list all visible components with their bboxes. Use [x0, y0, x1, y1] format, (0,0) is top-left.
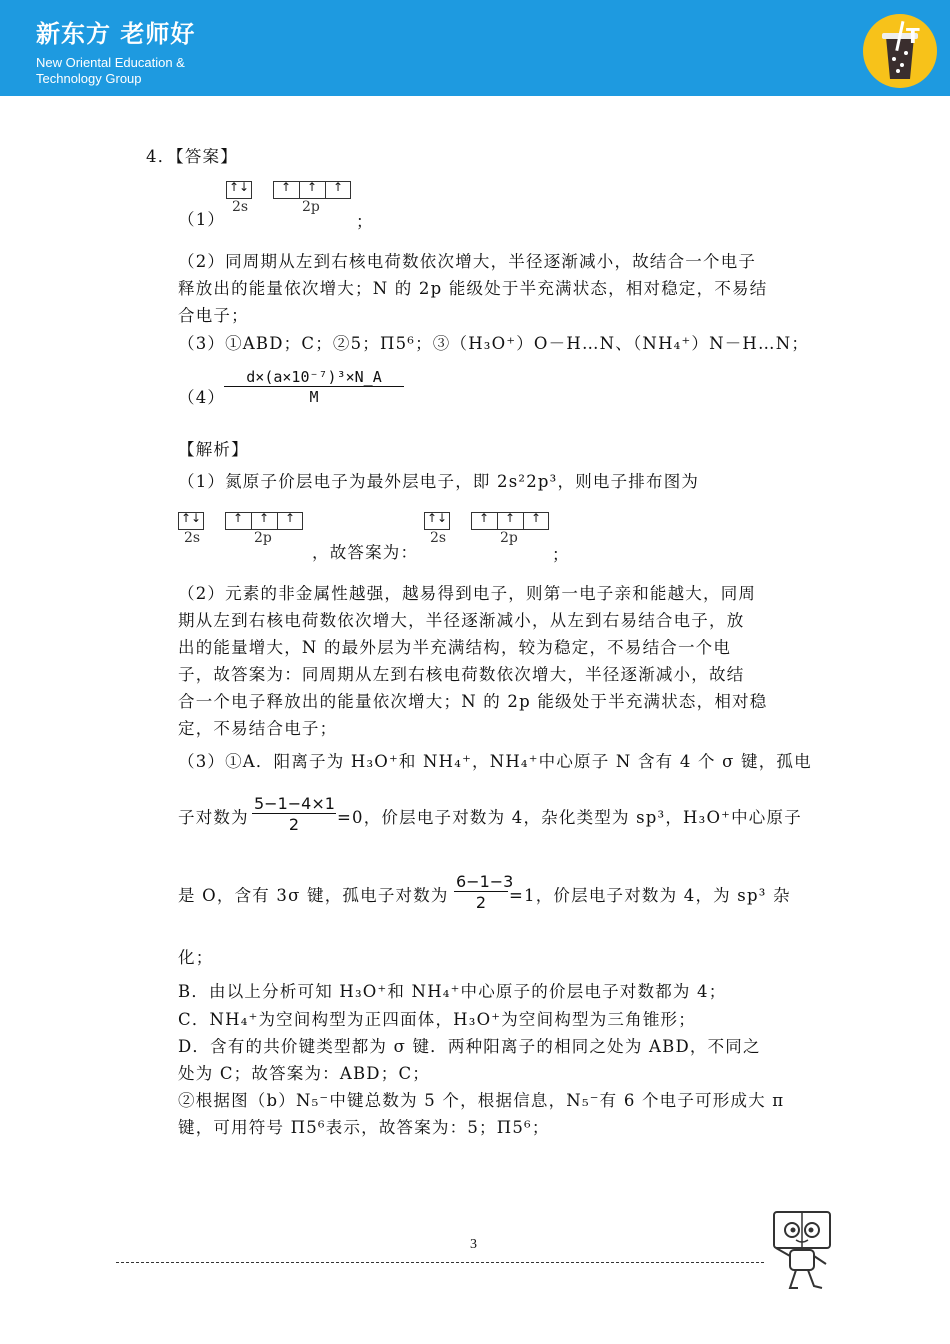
explanation-3-option-c: C．NH₄⁺为空间构型为正四面体，H₃O⁺为空间构型为三角锥形；	[178, 1010, 696, 1029]
explanation-2-line: 期从左到右核电荷数依次增大，半径逐渐减小，从左到右易结合电子，放	[178, 611, 745, 630]
orbital-label-2p: 2p	[302, 199, 320, 215]
lone-pair-fraction	[454, 872, 514, 912]
explanation-3-option-d: 处为 C；故答案为：ABD；C；	[178, 1064, 430, 1083]
answer-3-line: （3）①ABD；C；②5；Π5⁶；③（H₃O⁺）O－H…N、（NH₄⁺）N－H…N；	[178, 334, 810, 353]
explanation-2-line: 出的能量增大，N 的最外层为半充满结构，较为稳定，不易结合一个电	[178, 638, 732, 657]
svg-text:T: T	[906, 24, 920, 48]
brand-subtitle-line1: New Oriental Education &	[36, 55, 185, 70]
orbital-label-2p: 2p	[500, 530, 518, 546]
fraction-numerator: 5−1−4×1	[254, 794, 335, 813]
book-mascot-icon	[768, 1208, 836, 1294]
arrow-up-down-icon: ↑↓	[427, 511, 448, 525]
explanation-3-line: 子对数为	[178, 808, 249, 827]
arrow-up-icon: ↑	[505, 511, 516, 525]
question-number: 4．【答案】	[146, 147, 238, 166]
arrow-up-down-icon: ↑↓	[229, 180, 250, 194]
explanation-3-part2: 键，可用符号 Π5⁶表示，故答案为：5；Π5⁶；	[178, 1118, 550, 1137]
explanation-1-answer-label: ，故答案为：	[312, 543, 419, 562]
arrow-up-icon: ↑	[281, 180, 292, 194]
answer-1-label: （1）	[178, 210, 226, 229]
brand	[36, 14, 195, 87]
arrow-up-icon: ↑	[333, 180, 344, 194]
arrow-up-icon: ↑	[285, 511, 296, 525]
explanation-1-end: ；	[552, 545, 570, 564]
answer-4-fraction	[224, 368, 404, 406]
explanation-2-line: 合一个电子释放出的能量依次增大；N 的 2p 能级处于半充满状态，相对稳	[178, 692, 768, 711]
fraction-numerator: 6−1−3	[456, 872, 514, 891]
explanation-3-option-d: D．含有的共价键类型都为 σ 键．两种阳离子的相同之处为 ABD，不同之	[178, 1037, 761, 1056]
arrow-up-icon: ↑	[233, 511, 244, 525]
arrow-up-icon: ↑	[531, 511, 542, 525]
fraction-denominator: 2	[475, 893, 487, 912]
orbital-label-2p: 2p	[254, 530, 272, 546]
explanation-3-line: （3）①A．阳离子为 H₃O⁺和 NH₄⁺，NH₄⁺中心原子 N 含有 4 个 σ 键，孤电	[178, 752, 812, 771]
explanation-3-option-b: B．由以上分析可知 H₃O⁺和 NH₄⁺中心原子的价层电子对数都为 4；	[178, 982, 727, 1001]
fraction-denominator: 2	[288, 815, 300, 834]
tea-cup-logo-icon	[862, 13, 938, 89]
arrow-up-down-icon: ↑↓	[181, 511, 202, 525]
orbital-label-2s: 2s	[232, 199, 249, 215]
explanation-2-line: （2）元素的非金属性越强，越易得到电子，则第一电子亲和能越大，同周	[178, 584, 757, 603]
answer-2-line: 合电子；	[178, 306, 249, 325]
explanation-2-line: 定，不易结合电子；	[178, 719, 338, 738]
explanation-3-part2: ②根据图（b）N₅⁻中键总数为 5 个，根据信息，N₅⁻有 6 个电子可形成大 π	[178, 1091, 785, 1110]
page-header	[0, 0, 950, 96]
fraction-numerator: d×(a×10⁻⁷)³×N_A	[224, 368, 404, 387]
answer-2-line: 释放出的能量依次增大；N 的 2p 能级处于半充满状态，相对稳定，不易结	[178, 279, 768, 298]
brand-title: 新东方 老师好	[36, 20, 196, 48]
lone-pair-fraction	[252, 794, 336, 834]
explanation-3-line: 是 O，含有 3σ 键，孤电子对数为	[178, 886, 449, 905]
explanation-3-line: =0，价层电子对数为 4，杂化类型为 sp³，H₃O⁺中心原子	[337, 808, 802, 827]
brand-subtitle-line2: Technology Group	[36, 71, 142, 86]
orbital-label-2s: 2s	[430, 530, 447, 546]
arrow-up-icon: ↑	[259, 511, 270, 525]
answer-2-line: （2）同周期从左到右核电荷数依次增大，半径逐渐减小，故结合一个电子	[178, 252, 757, 271]
arrow-up-icon: ↑	[479, 511, 490, 525]
explanation-2-line: 子，故答案为：同周期从左到右核电荷数依次增大，半径逐渐减小，故结	[178, 665, 745, 684]
page-number: 3	[470, 1237, 477, 1252]
answer-1-end: ；	[356, 212, 374, 231]
analysis-heading: 【解析】	[178, 440, 249, 459]
answer-4-label: （4）	[178, 388, 226, 407]
explanation-3-line: =1，价层电子对数为 4，为 sp³ 杂	[509, 886, 791, 905]
fraction-denominator: M	[309, 388, 319, 406]
footer-divider	[116, 1262, 764, 1263]
explanation-3-line: 化；	[178, 948, 214, 967]
explanation-1-line: （1）氮原子价层电子为最外层电子，即 2s²2p³，则电子排布图为	[178, 472, 700, 491]
arrow-up-icon: ↑	[307, 180, 318, 194]
orbital-label-2s: 2s	[184, 530, 201, 546]
